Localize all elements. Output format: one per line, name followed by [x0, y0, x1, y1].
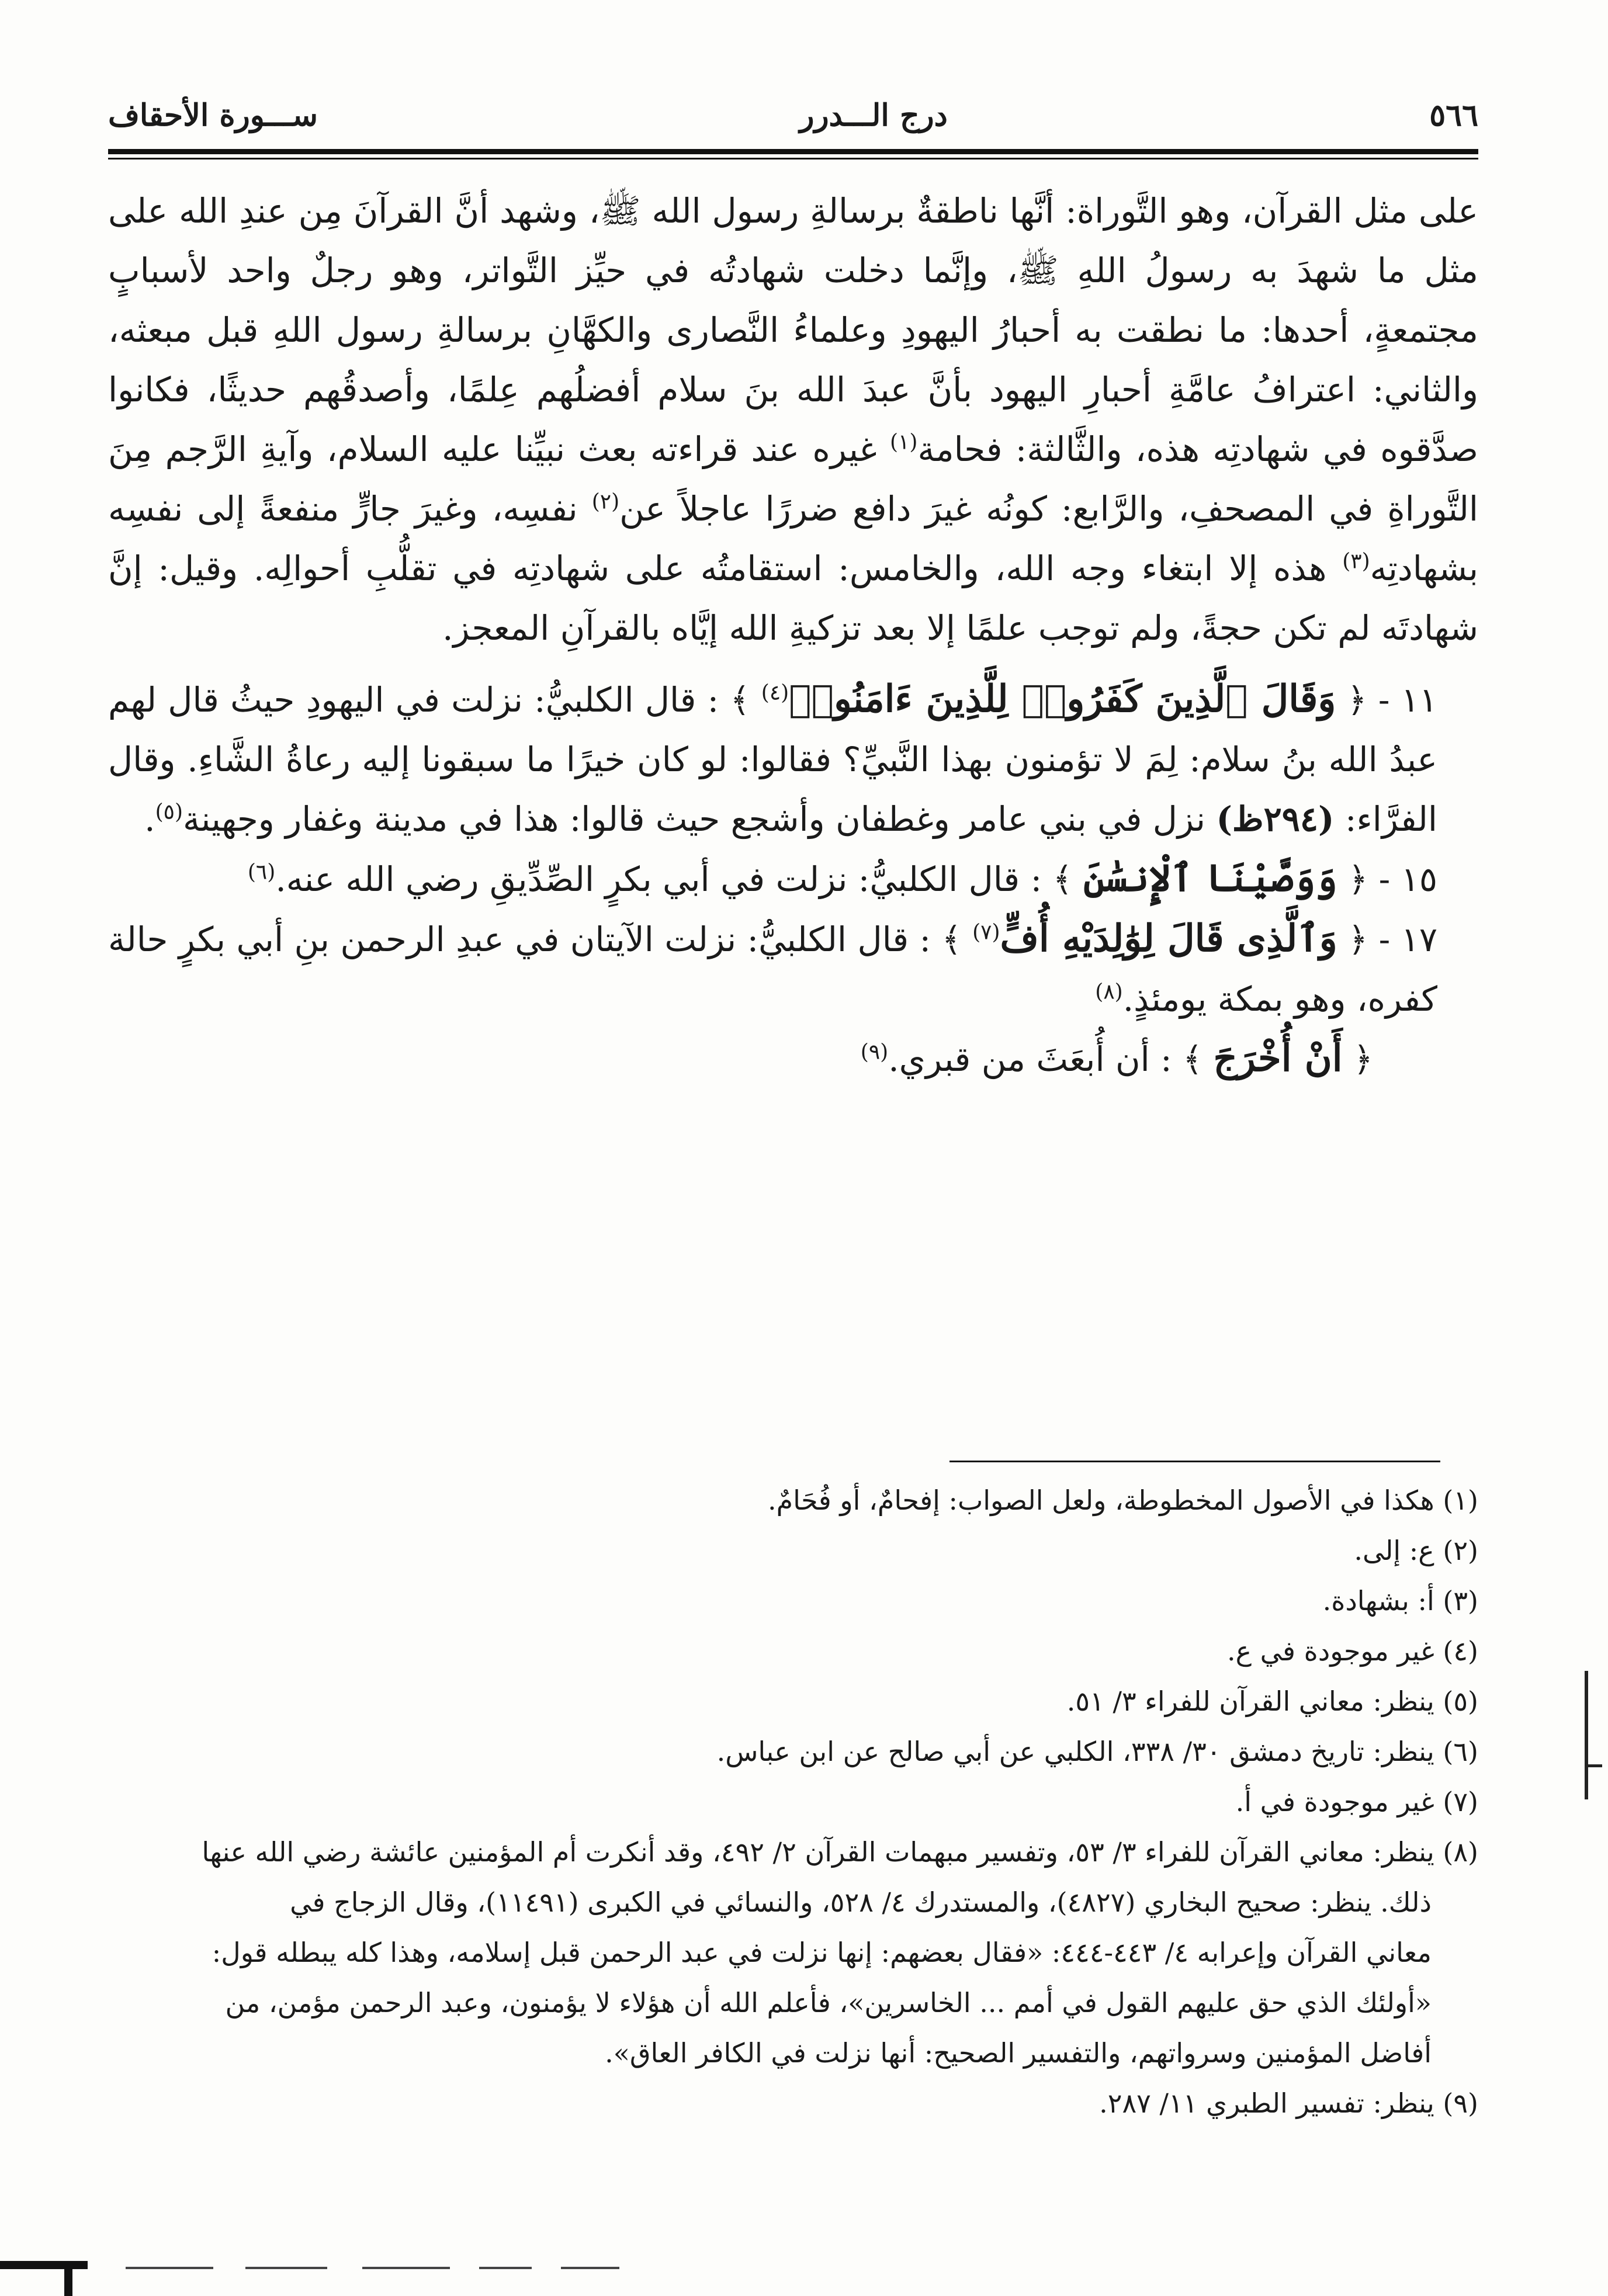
footnote-ref: (٥)	[155, 800, 183, 824]
page-number: ٥٦٦	[1429, 98, 1478, 133]
quran-text: وَوَصَّيْنَا ٱلْإِنسَٰنَ	[1083, 856, 1337, 900]
footnote-continuation: أفاضل المؤمنين وسرواتهم، والتفسير الصحيح: أنها نزلت في الكافر العاق».	[605, 2037, 1432, 2069]
page-header	[108, 88, 1478, 143]
footnote-continuation: «أولئك الذي حق عليهم القول في أمم ... الخاسرين»، فأعلم الله أن هؤلاء لا يؤمنون، وعبد الرحمن مؤمن، من	[225, 1987, 1432, 2018]
verse-15-commentary: ١٥ - ﴿ وَوَصَّيْنَا ٱلْإِنسَٰنَ ﴾ : قال الكلبيُّ: نزلت في أبي بكرٍ الصِّدِّيقِ رضي الله عنه.$^{(٦)}$	[247, 856, 1437, 900]
scan-dash-mark	[126, 2267, 213, 2269]
ornament-bracket: ﴾	[941, 920, 962, 959]
verse-17-commentary: ١٧ - ﴿ وَٱلَّذِى قَالَ لِوَٰلِدَيْهِ أُفٍّ$^{(٧)}$ ﴾ : قال الكلبيُّ: نزلت الآيتان في عبدِ الرحمن بنِ أبي بكرٍ حالة كفره، وهو بمكة يومئذٍ.$^{(٨)}$	[108, 917, 1438, 1019]
main-text	[108, 181, 1478, 1089]
footnote-ref: (٣)	[1342, 549, 1370, 574]
footnote-separator	[949, 1461, 1440, 1462]
ornament-bracket: ﴿	[1353, 1039, 1373, 1079]
footnote: (٣) أ: بشهادة.	[1322, 1585, 1478, 1617]
quran-text: وَٱلَّذِى قَالَ لِوَٰلِدَيْهِ أُفٍّ	[1000, 917, 1337, 960]
scan-dash-mark	[479, 2267, 532, 2269]
book-title: درج الـــدرر	[799, 98, 948, 133]
footnote-continuation: معاني القرآن وإعرابه ٤/ ٤٤٣-٤٤٤: «فقال بعضهم: إنها نزلت في عبد الرحمن قبل إسلامه، وهذا كله يبطله قول:	[212, 1937, 1432, 1968]
ornament-bracket: ﴿	[1347, 680, 1367, 720]
header-rule-thick	[108, 149, 1478, 154]
footnote: (٤) غير موجودة في ع.	[1226, 1635, 1478, 1667]
footnote-ref: (٦)	[247, 860, 276, 885]
footnote-ref: (١)	[890, 430, 918, 455]
ornament-bracket: ﴿	[1348, 920, 1368, 959]
footnotes	[108, 1475, 1478, 2128]
ornament-bracket: ﴾	[1183, 1039, 1203, 1079]
scan-edge-mark	[1585, 1671, 1588, 1799]
scan-dash-mark	[561, 2267, 619, 2269]
footnote-ref: (٨)	[1095, 980, 1123, 1004]
manuscript-folio-ref: (٢٩٤ظ)	[1216, 799, 1335, 839]
footnote: (١) هكذا في الأصول المخطوطة، ولعل الصواب: إفحامٌ، أو فُحَامٌ.	[768, 1485, 1478, 1516]
verse-number: ١٥ -	[1378, 859, 1437, 899]
footnote-continuation: ذلك. ينظر: صحيح البخاري (٤٨٢٧)، والمستدرك ٤/ ٥٢٨، والنسائي في الكبرى (١١٤٩١)، وقال الزجاج في	[290, 1886, 1432, 1918]
footnote: (٦) ينظر: تاريخ دمشق ٣٠/ ٣٣٨، الكلبي عن أبي صالح عن ابن عباس.	[716, 1736, 1478, 1767]
footnote-ref: (٤)	[761, 681, 789, 705]
ornament-bracket: ﴾	[1052, 859, 1073, 899]
footnote-ref: (٩)	[860, 1040, 889, 1064]
footnote: (٧) غير موجودة في أ.	[1235, 1786, 1478, 1818]
scan-edge-mark	[1585, 1764, 1602, 1767]
quran-text: أَنْ أُخْرَجَ	[1213, 1036, 1343, 1080]
scan-corner-mark	[64, 2261, 72, 2296]
ornament-bracket: ﴿	[1348, 859, 1368, 899]
footnote: (٨) ينظر: معاني القرآن للفراء ٣/ ٥٣، وتفسير مبهمات القرآن ٢/ ٤٩٢، وقد أنكرت أم المؤمنين عائشة رضي الله عنها	[202, 1836, 1478, 1868]
footnote: (٥) ينظر: معاني القرآن للفراء ٣/ ٥١.	[1066, 1685, 1478, 1717]
verse-number: ١١ -	[1378, 680, 1438, 720]
footnote: (٩) ينظر: تفسير الطبري ١١/ ٢٨٧.	[1099, 2087, 1478, 2119]
header-rule-thin	[108, 158, 1478, 159]
footnote-ref: (٧)	[972, 920, 1000, 945]
footnote: (٢) ع: إلى.	[1354, 1535, 1478, 1566]
scan-corner-mark	[0, 2261, 88, 2269]
verse-11-commentary: ١١ - ﴿ وَقَالَ ٱلَّذِينَ كَفَرُوا۟ لِلَّذِينَ ءَامَنُوا۟$^{(٤)}$ ﴾ : قال الكلبيُّ: نزلت في اليهودِ حيثُ قال لهم عبدُ الله بنُ سلام: لِمَ لا تؤمنون بهذا النَّبيِّ؟ فقالوا: لو كان خيرًا ما سبقونا إليه رعاةُ الشَّاءِ. وقال الفرَّاء: (٢٩٤ظ) نزل في بني عامر وغطفان وأشجع حيث قالوا: هذا في مدينة وغفار وجهينة$^{(٥)}$.	[108, 677, 1438, 839]
ornament-bracket: ﴾	[730, 680, 750, 720]
surah-title: ســـورة الأحقاف	[108, 98, 318, 133]
verse-number: ١٧ -	[1378, 920, 1438, 959]
footnote-ref: (٢)	[591, 490, 620, 514]
scan-dash-mark	[362, 2267, 450, 2269]
scan-dash-mark	[245, 2267, 327, 2269]
verse-akhraj-commentary: ﴿ أَنْ أُخْرَجَ ﴾ : أن أُبعَثَ من قبري.$^{(٩)}$	[860, 1036, 1373, 1080]
opening-paragraph: على مثل القرآن، وهو التَّوراة: أنَّها ناطقةٌ برسالةِ رسول الله ﷺ، وشهد أنَّ القرآنَ مِن عندِ الله على مثل ما شهدَ به رسولُ اللهِ ﷺ، وإنَّما دخلت شهادتُه في حيِّز التَّواتر، وهو رجلٌ واحد لأسبابٍ مجتمعةٍ، أحدها: ما نطقت به أحبارُ اليهودِ وعلماءُ النَّصارى والكهَّانِ برسالةِ رسول اللهِ قبل مبعثه، والثاني: اعترافُ عامَّةِ أحبارِ اليهود بأنَّ عبدَ الله بنَ سلام أفضلُهم عِلمًا، وأصدقُهم حديثًا، فكانوا صدَّقوه في شهادتِه هذه، والثَّالثة: فحامة$^{(١)}$ غيره عند قراءته بعث نبيِّنا عليه السلام، وآيةِ الرَّجم مِنَ التَّوراةِ في المصحفِ، والرَّابع: كونُه غيرَ دافع ضررًا عاجلاً عن$^{(٢)}$ نفسِه، وغيرَ جارٍّ منفعةً إلى نفسِه بشهادتِه$^{(٣)}$ هذه إلا ابتغاء وجه الله، والخامس: استقامتُه على شهادتِه في تقلُّبِ أحوالِه. وقيل: إنَّ شهادتَه لم تكن حجةً، ولم توجب علمًا إلا بعد تزكيةِ الله إيَّاه بالقرآنِ المعجز.	[108, 191, 1479, 648]
quran-text: وَقَالَ ٱلَّذِينَ كَفَرُوا۟ لِلَّذِينَ ءَامَنُوا۟	[789, 677, 1336, 721]
